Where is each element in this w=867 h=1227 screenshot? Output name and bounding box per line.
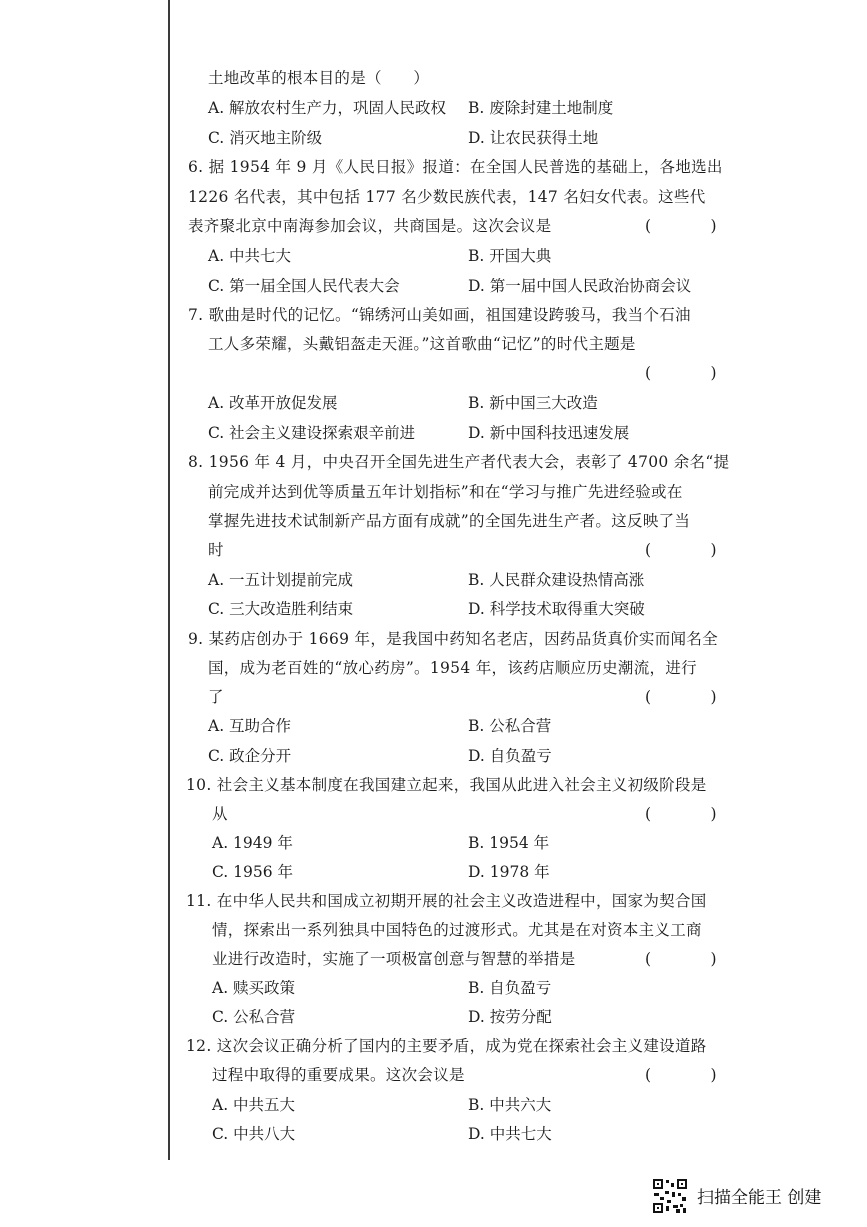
q11-line-1: 11. 在中华人民共和国成立初期开展的社会主义改造进程中，国家为契合国 — [186, 892, 707, 910]
q12-answer-paren: ( ) — [645, 1066, 739, 1084]
q11-option-d: D. 按劳分配 — [468, 1008, 552, 1026]
q5-option-d: D. 让农民获得土地 — [468, 129, 599, 147]
q11-answer-paren: ( ) — [645, 950, 739, 968]
q6-option-b: B. 开国大典 — [468, 247, 552, 265]
q6-line-1: 6. 据 1954 年 9 月《人民日报》报道：在全国人民普选的基础上，各地选出 — [188, 158, 723, 176]
q12-line-1: 12. 这次会议正确分析了国内的主要矛盾，成为党在探索社会主义建设道路 — [186, 1037, 707, 1055]
q6-line-2: 1226 名代表，其中包括 177 名少数民族代表，147 名妇女代表。这些代 — [188, 188, 706, 206]
q9-option-b: B. 公私合营 — [468, 717, 552, 735]
q9-option-a: A. 互助合作 — [208, 717, 292, 735]
q8-line-3: 掌握先进技术试制新产品方面有成就”的全国先进生产者。这反映了当 — [208, 512, 691, 530]
q6-line-3: 表齐聚北京中南海参加会议，共商国是。这次会议是 — [188, 217, 552, 235]
q5-tail: 土地改革的根本目的是（ ） — [208, 69, 430, 87]
q8-option-b: B. 人民群众建设热情高涨 — [468, 571, 645, 589]
q5-option-b: B. 废除封建土地制度 — [468, 99, 614, 117]
q7-line-2: 工人多荣耀，头戴铝盔走天涯。”这首歌曲“记忆”的时代主题是 — [208, 335, 636, 353]
q11-line-2: 情，探索出一系列独具中国特色的过渡形式。尤其是在对资本主义工商 — [212, 921, 702, 939]
q12-option-c: C. 中共八大 — [212, 1125, 296, 1143]
q7-line-1: 7. 歌曲是时代的记忆。“锦绣河山美如画，祖国建设跨骏马，我当个石油 — [188, 306, 691, 324]
q5-option-a: A. 解放农村生产力，巩固人民政权 — [208, 99, 447, 117]
q9-answer-paren: ( ) — [645, 688, 739, 706]
q9-line-1: 9. 某药店创办于 1669 年，是我国中药知名老店，因药品货真价实而闻名全 — [188, 630, 718, 648]
q12-line-2: 过程中取得的重要成果。这次会议是 — [212, 1066, 465, 1084]
q10-answer-paren: ( ) — [645, 805, 739, 823]
q10-option-d: D. 1978 年 — [468, 863, 550, 881]
q12-option-b: B. 中共六大 — [468, 1096, 552, 1114]
q12-option-d: D. 中共七大 — [468, 1125, 552, 1143]
q9-option-c: C. 政企分开 — [208, 747, 292, 765]
q8-option-d: D. 科学技术取得重大突破 — [468, 600, 645, 618]
q7-option-b: B. 新中国三大改造 — [468, 394, 598, 412]
q12-option-a: A. 中共五大 — [212, 1096, 296, 1114]
q7-option-a: A. 改革开放促发展 — [208, 394, 338, 412]
q8-option-a: A. 一五计划提前完成 — [208, 571, 354, 589]
q6-option-d: D. 第一届中国人民政治协商会议 — [468, 277, 692, 295]
binding-margin-line — [168, 0, 170, 1160]
q8-answer-paren: ( ) — [645, 541, 739, 559]
q6-answer-paren: ( ) — [645, 217, 739, 235]
q11-option-a: A. 赎买政策 — [212, 979, 296, 997]
q10-line-1: 10. 社会主义基本制度在我国建立起来，我国从此进入社会主义初级阶段是 — [186, 776, 707, 794]
q8-line-1: 8. 1956 年 4 月，中央召开全国先进生产者代表大会，表彰了 4700 余名“提 — [188, 453, 730, 471]
scanner-brand-label: 扫描全能王 创建 — [697, 1188, 822, 1208]
q9-line-2: 国，成为老百姓的“放心药房”。1954 年，该药店顺应历史潮流，进行 — [208, 659, 697, 677]
q10-option-c: C. 1956 年 — [212, 863, 294, 881]
q10-line-2: 从 — [212, 805, 228, 823]
q7-option-c: C. 社会主义建设探索艰辛前进 — [208, 424, 416, 442]
q8-line-2: 前完成并达到优等质量五年计划指标”和在“学习与推广先进经验或在 — [208, 483, 683, 501]
q7-option-d: D. 新中国科技迅速发展 — [468, 424, 630, 442]
q11-option-b: B. 自负盈亏 — [468, 979, 552, 997]
qr-code-icon — [652, 1178, 688, 1214]
q6-option-c: C. 第一届全国人民代表大会 — [208, 277, 400, 295]
q5-option-c: C. 消灭地主阶级 — [208, 129, 323, 147]
q9-line-3: 了 — [208, 688, 224, 706]
q8-option-c: C. 三大改造胜利结束 — [208, 600, 354, 618]
q10-option-b: B. 1954 年 — [468, 834, 550, 852]
q9-option-d: D. 自负盈亏 — [468, 747, 552, 765]
q10-option-a: A. 1949 年 — [212, 834, 293, 852]
q11-line-3: 业进行改造时，实施了一项极富创意与智慧的举措是 — [212, 950, 576, 968]
q8-line-4: 时 — [208, 541, 224, 559]
q6-option-a: A. 中共七大 — [208, 247, 292, 265]
q7-answer-paren: ( ) — [645, 364, 739, 382]
q11-option-c: C. 公私合营 — [212, 1008, 296, 1026]
